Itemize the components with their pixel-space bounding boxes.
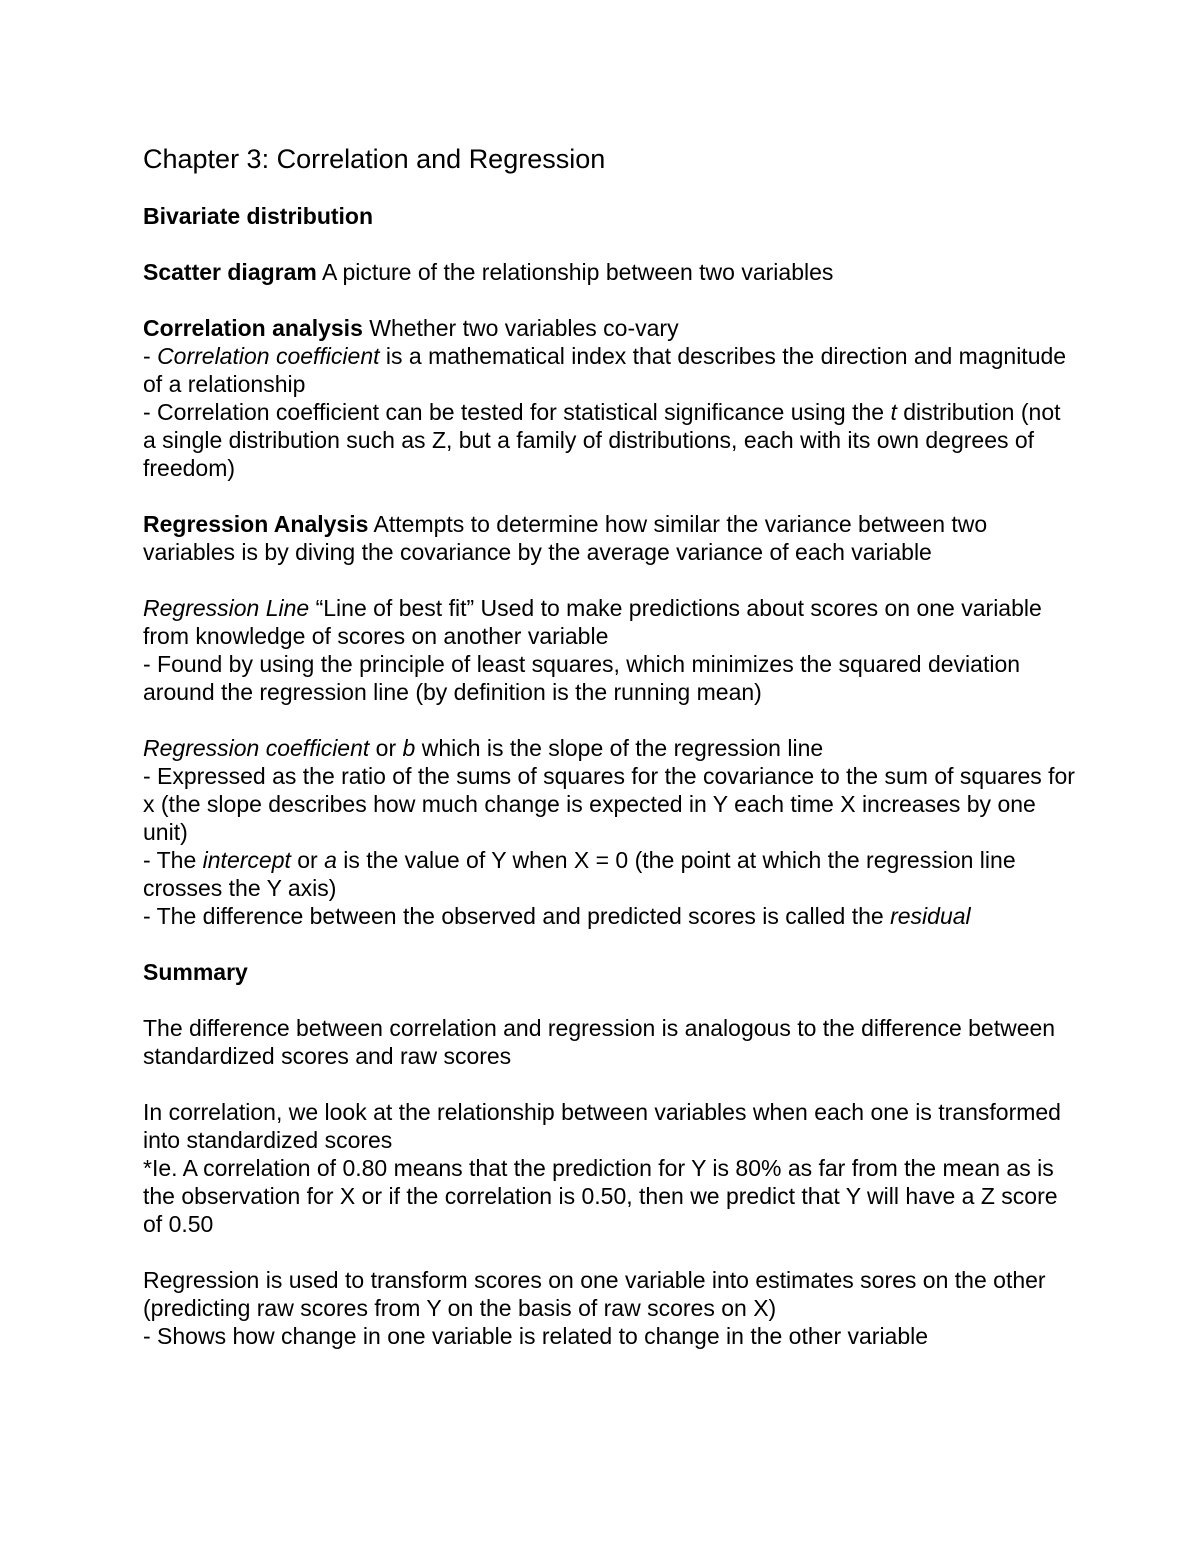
paragraph-regression-coefficient (143, 734, 1078, 930)
regression-coefficient-bullet-1: - Expressed as the ratio of the sums of squares for the covariance to the sum of squares for x (the slope describes how much change is expected in Y each time X increases by one unit) (143, 763, 1075, 845)
bullet-text: is a mathematical index that describes the direction and magnitude of a relationship (143, 343, 1067, 397)
regression-coefficient-bullet-2 (143, 846, 1078, 902)
term-b: b (402, 735, 416, 761)
scatter-definition: A picture of the relationship between two variables (316, 259, 834, 285)
correlation-bullet-2 (143, 398, 1078, 482)
bullet-text: is the value of Y when X = 0 (the point at which the regression line crosses the Y axis) (143, 847, 1016, 901)
summary-paragraph-2 (143, 1098, 1078, 1238)
term-regression-coefficient: Regression coefficient (143, 735, 370, 761)
correlation-definition: Whether two variables co-vary (362, 315, 679, 341)
summary-paragraph-3-text: Regression is used to transform scores on one variable into estimates sores on the other (predicting raw scores from Y on the basis of raw scores on X) (143, 1267, 1046, 1321)
term-residual: residual (890, 903, 971, 929)
section-heading-bivariate: Bivariate distribution (143, 203, 374, 229)
section-heading-summary: Summary (143, 959, 248, 985)
regression-line-definition (143, 594, 1078, 650)
connector-text: or (369, 735, 403, 761)
paragraph-regression-line (143, 594, 1078, 706)
paragraph-scatter-diagram (143, 258, 1078, 286)
correlation-bullet-1 (143, 342, 1078, 398)
term-correlation-coefficient: Correlation coefficient (157, 343, 380, 369)
regression-coefficient-definition (143, 734, 1078, 762)
chapter-title: Chapter 3: Correlation and Regression (143, 144, 606, 174)
term-scatter-diagram: Scatter diagram (143, 259, 317, 285)
connector-text: or (290, 847, 325, 873)
summary-paragraph-2-text: In correlation, we look at the relationship between variables when each one is transformed into standardized scores (143, 1099, 1061, 1153)
summary-paragraph-2-example: *Ie. A correlation of 0.80 means that the prediction for Y is 80% as far from the mean as is the observation for X or if the correlation is 0.50, then we predict that Y will have a Z score of 0.50 (143, 1155, 1058, 1237)
term-intercept: intercept (202, 847, 291, 873)
correlation-line (143, 314, 1078, 342)
paragraph-correlation-analysis (143, 314, 1078, 482)
regression-line-text: “Line of best fit” Used to make predictions about scores on one variable from knowledge of scores on another variable (143, 595, 1042, 649)
regression-line-bullet-1: - Found by using the principle of least squares, which minimizes the squared deviation around the regression line (by definition is the running mean) (143, 651, 1021, 705)
bullet-text: distribution (not a single distribution such as Z, but a family of distributions, each with its own degrees of freedom) (143, 399, 1061, 481)
paragraph-regression-analysis (143, 510, 1078, 566)
document-content (143, 142, 1078, 1378)
regression-definition: Attempts to determine how similar the variance between two variables is by diving the covariance by the average variance of each variable (143, 511, 988, 565)
bullet-prefix: - (143, 343, 158, 369)
summary-paragraph-3 (143, 1266, 1078, 1350)
bullet-text: - Correlation coefficient can be tested for statistical significance using the (143, 399, 891, 425)
term-regression-line: Regression Line (143, 595, 310, 621)
regression-coefficient-text: which is the slope of the regression line (415, 735, 824, 761)
regression-coefficient-bullet-3 (143, 902, 1078, 930)
bullet-text: - The (143, 847, 203, 873)
term-t-distribution: t (890, 399, 897, 425)
bullet-text: - The difference between the observed and predicted scores is called the (143, 903, 891, 929)
summary-paragraph-3-bullet: - Shows how change in one variable is related to change in the other variable (143, 1323, 929, 1349)
term-correlation-analysis: Correlation analysis (143, 315, 363, 341)
summary-paragraph-1: The difference between correlation and regression is analogous to the difference between standardized scores and raw scores (143, 1015, 1056, 1069)
term-a: a (324, 847, 337, 873)
term-regression-analysis: Regression Analysis (143, 511, 369, 537)
